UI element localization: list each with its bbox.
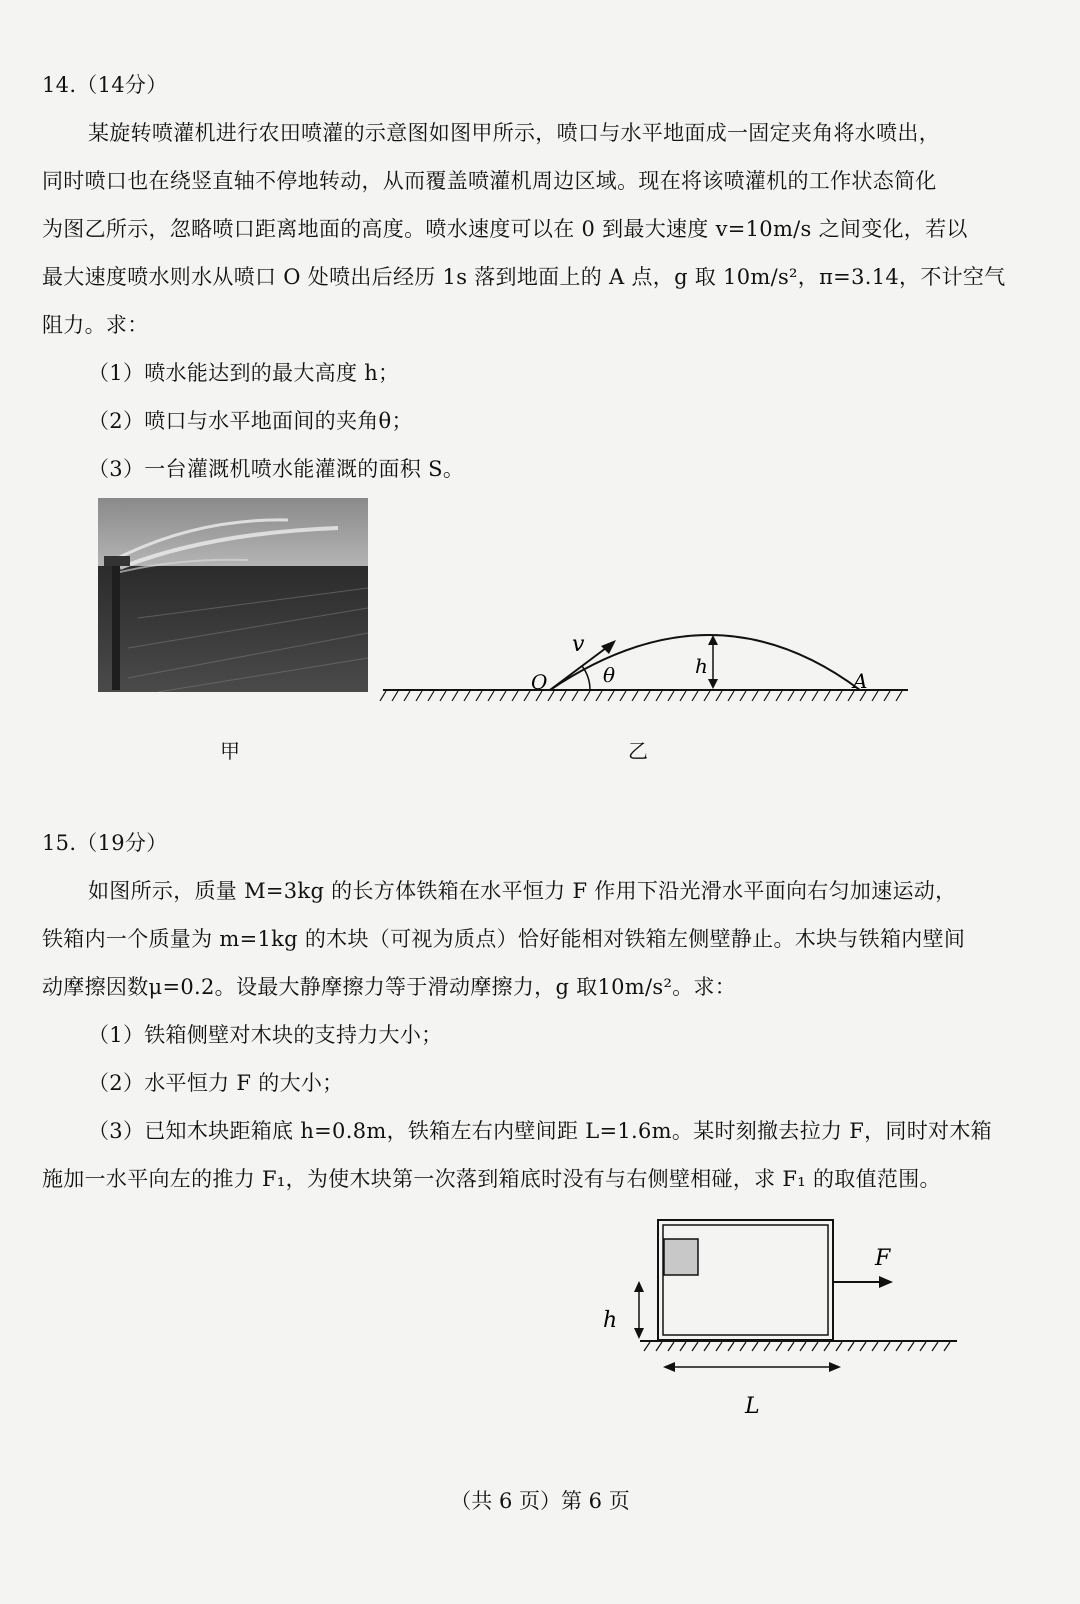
box-diagram [595, 1215, 965, 1420]
sprinkler-photo [98, 498, 368, 692]
q15-sub-2: （2）水平恒力 F 的大小； [88, 1071, 344, 1095]
label-L: L [745, 1394, 760, 1419]
q15-line-2: 铁箱内一个质量为 m=1kg 的木块（可视为质点）恰好能相对铁箱左侧壁静止。木块与铁箱内壁间 [42, 927, 966, 951]
q14-sub-1: （1）喷水能达到的最大高度 h； [88, 361, 400, 385]
q15-sub-3: （3）已知木块距箱底 h=0.8m，铁箱左右内壁间距 L=1.6m。某时刻撤去拉力 F，同时对木箱 [88, 1119, 992, 1143]
q14-line-4: 最大速度喷水则水从喷口 O 处喷出后经历 1s 落到地面上的 A 点，g 取 10m/s²，π=3.14，不计空气 [42, 265, 1006, 289]
label-O: O [531, 670, 548, 694]
q14-line-5: 阻力。求： [42, 313, 149, 337]
ground-hatching [380, 691, 902, 701]
q14-header: 14.（14分） [42, 73, 168, 97]
iron-box [658, 1220, 833, 1340]
q14-line-3: 为图乙所示，忽略喷口距离地面的高度。喷水速度可以在 0 到最大速度 v=10m/s 之间变化，若以 [42, 217, 968, 241]
label-v: v [572, 632, 585, 657]
q14-sub-3: （3）一台灌溉机喷水能灌溉的面积 S。 [88, 457, 465, 481]
label-F: F [875, 1246, 891, 1271]
q15-sub-1: （1）铁箱侧壁对木块的支持力大小； [88, 1023, 443, 1047]
caption-jia: 甲 [220, 739, 240, 763]
ground-hatching [644, 1342, 950, 1351]
q15-sub-3-cont: 施加一水平向左的推力 F₁，为使木块第一次落到箱底时没有与右侧壁相碰，求 F₁ 的取值范围。 [42, 1167, 941, 1191]
page-footer: （共 6 页）第 6 页 [450, 1489, 630, 1513]
label-A: A [853, 669, 868, 693]
label-h: h [603, 1308, 618, 1333]
wood-block [664, 1239, 698, 1275]
label-h: h [695, 654, 708, 678]
q14-sub-2: （2）喷口与水平地面间的夹角θ； [88, 409, 413, 433]
q15-line-1: 如图所示，质量 M=3kg 的长方体铁箱在水平恒力 F 作用下沿光滑水平面向右匀加速运动， [88, 879, 957, 903]
q14-line-2: 同时喷口也在绕竖直轴不停地转动，从而覆盖喷灌机周边区域。现在将该喷灌机的工作状态简化 [42, 169, 937, 193]
q15-line-3: 动摩擦因数μ=0.2。设最大静摩擦力等于滑动摩擦力，g 取10m/s²。求： [42, 975, 737, 999]
q14-line-1: 某旋转喷灌机进行农田喷灌的示意图如图甲所示，喷口与水平地面成一固定夹角将水喷出， [88, 121, 940, 145]
trajectory-diagram [378, 625, 913, 715]
q15-header: 15.（19分） [42, 831, 168, 855]
label-theta: θ [603, 663, 616, 687]
caption-yi: 乙 [628, 739, 648, 763]
